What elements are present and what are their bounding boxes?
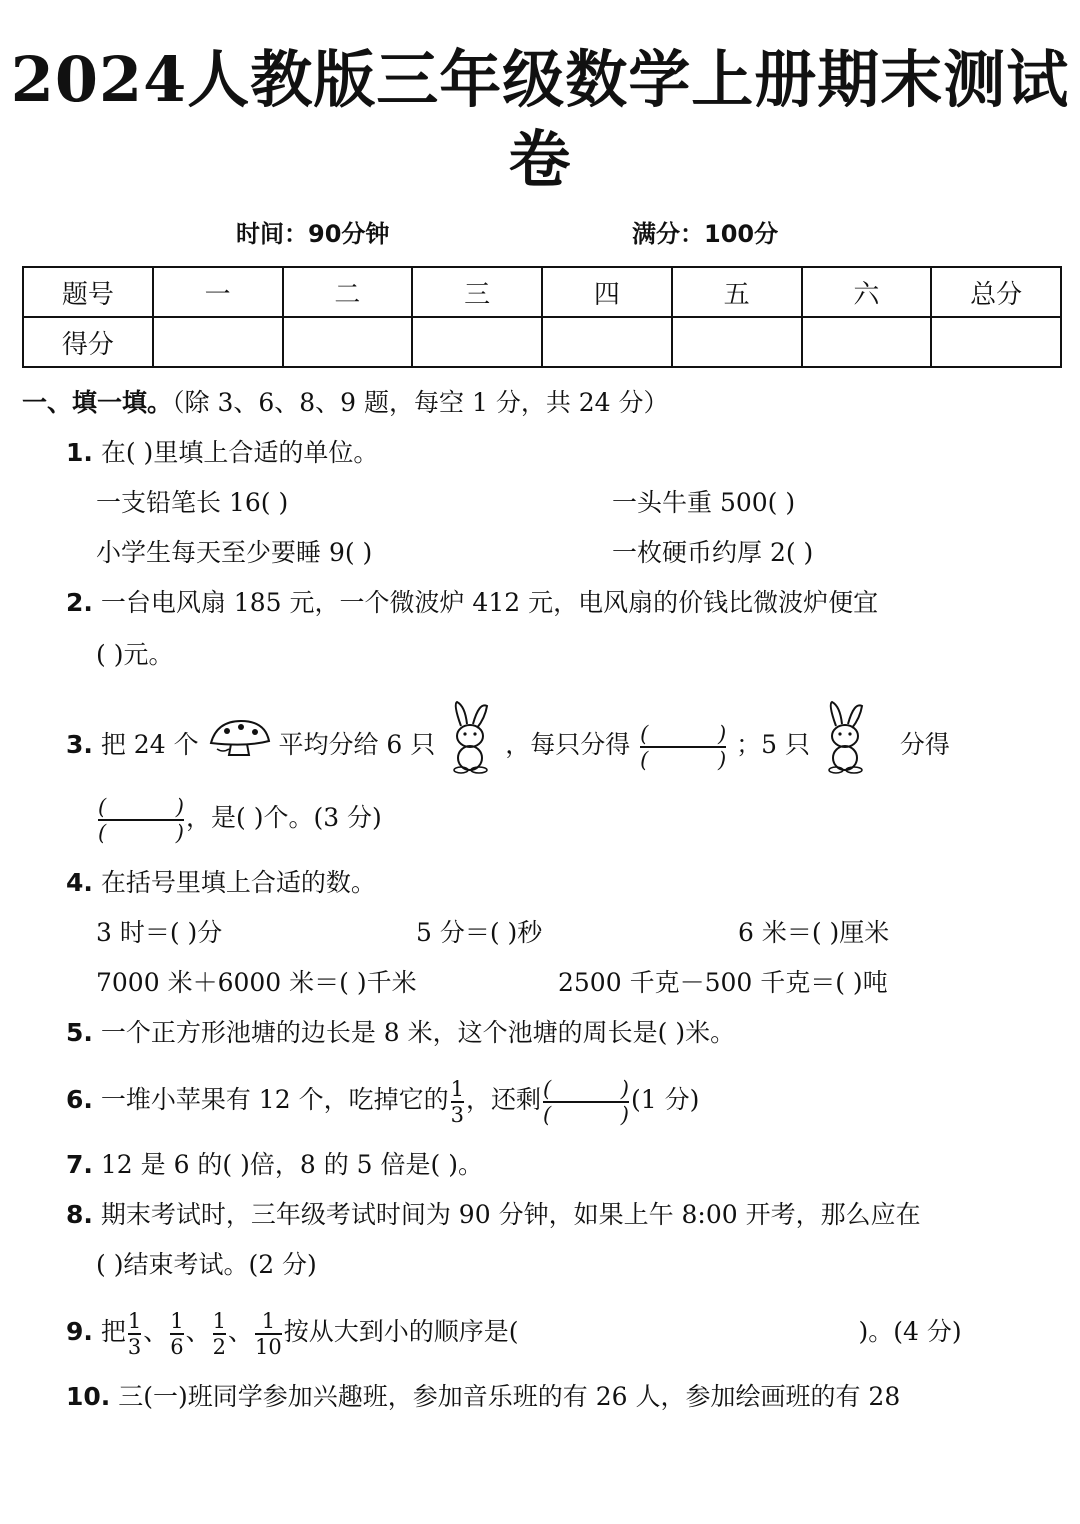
question-number: 1. (66, 438, 93, 467)
paren-open: ( (98, 794, 107, 819)
fraction-numerator: 1 (450, 1076, 464, 1101)
q2-continuation: ( )元。 (96, 640, 174, 669)
question-text: 一个正方形池塘的边长是 8 米，这个池塘的周长是( )米。 (100, 1018, 736, 1047)
question-number: 2. (66, 588, 93, 617)
q9-text-1: 把 (100, 1317, 126, 1346)
question-text: 一台电风扇 185 元，一个微波炉 412 元，电风扇的价钱比微波炉便宜 (100, 588, 879, 617)
q3-text-1: 把 24 个 (100, 730, 199, 759)
q3-text-2: 平均分给 6 只 (278, 730, 436, 759)
question-text: 在括号里填上合适的数。 (100, 868, 376, 897)
fraction-one-third (128, 1309, 141, 1359)
question-6 (66, 1072, 699, 1128)
paren-close: ) (175, 820, 184, 845)
question-number: 3. (66, 730, 93, 759)
paren-close: ) (717, 747, 727, 772)
fraction-numerator: 1 (127, 1308, 142, 1333)
score-header-cell: 二 (283, 267, 413, 317)
question-10 (66, 1380, 900, 1414)
mushroom-icon (207, 717, 271, 776)
fraction-numerator: 1 (261, 1308, 276, 1333)
blank-fraction (543, 1077, 629, 1127)
exam-time: 时间：90分钟 (236, 220, 390, 248)
q3-text-4: ；5 只 (736, 730, 810, 759)
fraction-denominator: 3 (127, 1334, 142, 1359)
separator: 、 (143, 1317, 169, 1346)
paren-close: ) (717, 721, 727, 746)
separator: 、 (185, 1317, 211, 1346)
question-number: 5. (66, 1018, 93, 1047)
fraction-one-third (451, 1077, 464, 1127)
paren-open: ( (640, 721, 649, 746)
q4-item-c: 6 米＝( )厘米 (738, 918, 890, 947)
fraction-one-tenth (255, 1309, 282, 1359)
section-1-heading (22, 386, 669, 420)
q9-text-2: 按从大到小的顺序是( (283, 1317, 519, 1346)
fraction-denominator: 6 (170, 1334, 184, 1359)
fraction-one-half (213, 1309, 226, 1359)
q1-item-a: 一支铅笔长 16( ) (96, 488, 289, 517)
question-number: 6. (66, 1085, 93, 1114)
question-number: 7. (66, 1150, 93, 1179)
q3-continuation (96, 790, 382, 846)
q6-text-1: 一堆小苹果有 12 个，吃掉它的 (100, 1085, 449, 1114)
score-table-score-row (23, 317, 1061, 367)
q8-continuation: ( )结束考试。(2 分) (96, 1250, 317, 1279)
score-row-label: 得分 (23, 317, 153, 367)
score-cell-blank (412, 317, 542, 367)
fraction-denominator: 10 (255, 1334, 282, 1359)
question-7 (66, 1148, 483, 1182)
fraction-denominator: 3 (450, 1102, 464, 1127)
section-1-note: （除 3、6、8、9 题，每空 1 分，共 24 分） (172, 388, 669, 417)
score-table (22, 266, 1062, 368)
paren-open: ( (640, 747, 649, 772)
q1-item-d: 一枚硬币约厚 2( ) (612, 538, 814, 567)
q3-text-6: ，是( )个。(3 分) (186, 803, 382, 832)
q4-item-d: 7000 米＋6000 米＝( )千米 (96, 968, 417, 997)
paren-open: ( (542, 1076, 552, 1101)
paren-open: ( (98, 820, 107, 845)
question-4 (66, 866, 376, 900)
q1-item-b: 一头牛重 500( ) (612, 488, 796, 517)
q4-item-e: 2500 千克－500 千克＝( )吨 (558, 968, 888, 997)
score-header-cell: 五 (672, 267, 802, 317)
page-title: 2024人教版三年级数学上册期末测试卷 (10, 43, 1070, 196)
q3-text-3: ，每只分得 (505, 730, 631, 759)
paren-close: ) (175, 794, 184, 819)
question-text: 期末考试时，三年级考试时间为 90 分钟，如果上午 8:00 开考，那么应在 (100, 1200, 921, 1229)
question-text: 12 是 6 的( )倍，8 的 5 倍是( )。 (100, 1150, 483, 1179)
paren-close: ) (620, 1076, 629, 1101)
full-score: 满分：100分 (632, 220, 779, 248)
score-header-cell: 三 (412, 267, 542, 317)
score-header-cell: 一 (153, 267, 283, 317)
question-1 (66, 436, 378, 470)
q9-text-3: )。(4 分) (858, 1317, 962, 1346)
score-cell-blank (802, 317, 932, 367)
question-number: 8. (66, 1200, 93, 1229)
question-9 (66, 1304, 962, 1360)
q1-item-c: 小学生每天至少要睡 9( ) (96, 538, 373, 567)
score-table-header-row (23, 267, 1061, 317)
fraction-numerator: 1 (212, 1308, 227, 1333)
separator: 、 (228, 1317, 254, 1346)
score-cell-blank (283, 317, 413, 367)
q6-text-2: ，还剩 (465, 1085, 541, 1114)
paren-close: ) (620, 1102, 629, 1127)
q6-text-3: (1 分) (630, 1085, 700, 1114)
blank-fraction (640, 722, 726, 772)
section-1-title: 一、填一填。 (22, 388, 173, 417)
score-header-cell: 六 (802, 267, 932, 317)
paren-open: ( (542, 1102, 552, 1127)
rabbit-icon (443, 700, 497, 793)
question-text: 三(一)班同学参加兴趣班，参加音乐班的有 26 人，参加绘画班的有 28 (118, 1382, 901, 1411)
question-3 (66, 700, 950, 793)
score-header-cell: 总分 (931, 267, 1061, 317)
score-cell-blank (542, 317, 672, 367)
blank-fraction (98, 795, 184, 845)
q3-text-5: 分得 (899, 730, 950, 759)
question-2 (66, 586, 878, 620)
fraction-denominator: 2 (212, 1334, 227, 1359)
score-header-cell: 四 (542, 267, 672, 317)
question-8 (66, 1198, 921, 1232)
q4-item-b: 5 分＝( )秒 (416, 918, 543, 947)
score-cell-blank (931, 317, 1061, 367)
score-cell-blank (153, 317, 283, 367)
question-number: 4. (66, 868, 93, 897)
question-number: 10. (66, 1382, 111, 1411)
score-header-cell: 题号 (23, 267, 153, 317)
q4-item-a: 3 时＝( )分 (96, 918, 223, 947)
fraction-numerator: 1 (170, 1308, 184, 1333)
rabbit-icon (818, 700, 872, 793)
question-number: 9. (66, 1317, 93, 1346)
question-5 (66, 1016, 735, 1050)
fraction-one-sixth (170, 1309, 183, 1359)
score-cell-blank (672, 317, 802, 367)
question-text: 在( )里填上合适的单位。 (100, 438, 379, 467)
